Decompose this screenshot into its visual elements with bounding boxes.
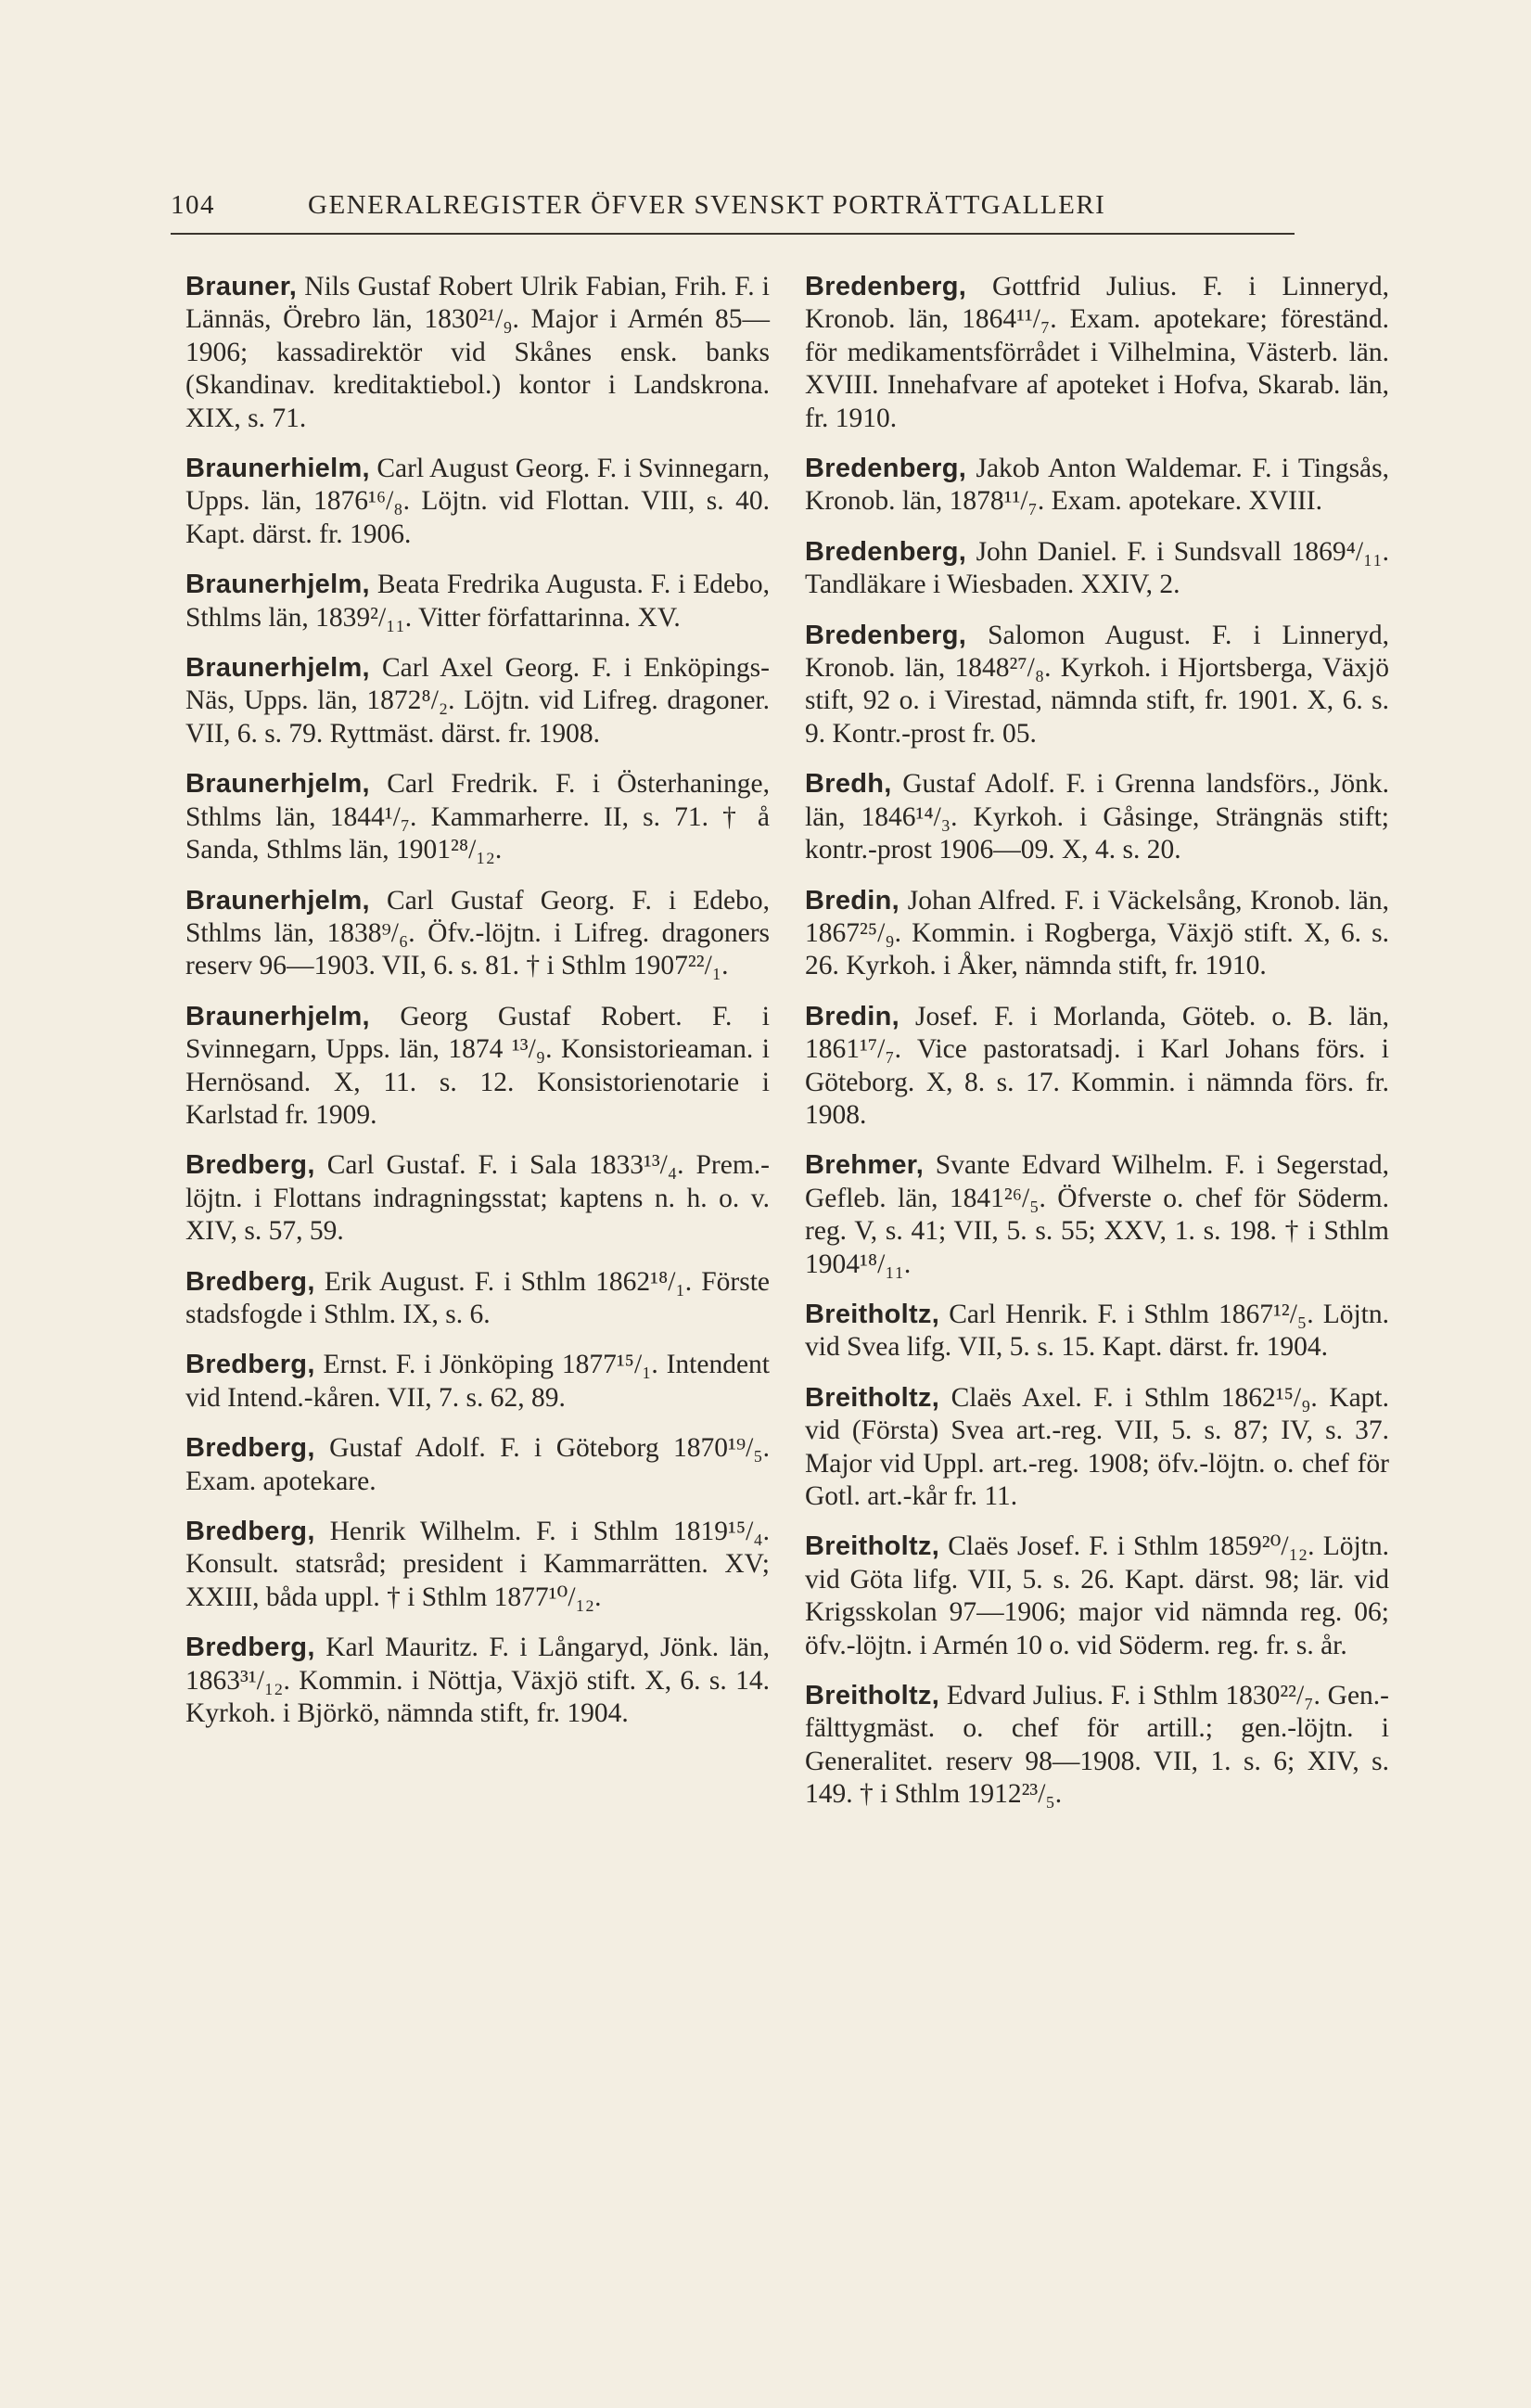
entry-surname: Bredberg, [185,1266,315,1297]
running-head: GENERALREGISTER ÖFVER SVENSKT PORTRÄTTGALLERI [308,190,1106,220]
register-entry [805,1001,1389,1133]
entry-surname: Braunerhjelm, [185,885,370,916]
register-entry [185,885,770,983]
entry-surname: Bredenberg, [805,536,967,567]
entry-text: Carl Fredrik. F. i Österhaninge, Sthlms län, 1844¹/₇. Kammarherre. II, s. 71. † å Sanda, Sthlms län, 1901²⁸/₁₂. [185,769,771,865]
register-entry [185,768,770,866]
register-entry [805,768,1389,866]
entry-surname: Brehmer, [805,1150,925,1181]
entry-surname: Bredenberg, [805,454,967,484]
entry-surname: Braunerhjelm, [185,653,370,684]
entry-text: John Daniel. F. i Sundsvall 1869⁴/₁₁. Tandläkare i Wiesbaden. XXIV, 2. [805,536,1389,600]
entry-text: Carl Gustaf. F. i Sala 1833¹³/₄. Prem.-löjtn. i Flottans indragningsstat; kaptens n. h. o. v. XIV, s. 57, 59. [185,1150,770,1247]
entry-surname: Braunerhjelm, [185,769,370,800]
header-rule [171,233,1295,235]
entry-text: Henrik Wilhelm. F. i Sthlm 1819¹⁵/₄. Konsult. statsråd; president i Kammarrätten. XV; XXIII, båda uppl. † i Sthlm 1877¹⁰/₁₂. [185,1517,770,1612]
entry-surname: Braunerhjelm, [185,570,370,600]
entry-surname: Bredberg, [185,1633,315,1663]
register-entry [185,453,770,551]
register-entry [185,1149,770,1248]
entry-surname: Braunerhielm, [185,454,370,484]
entry-surname: Breitholtz, [805,1299,940,1329]
register-entry [185,1432,770,1498]
entry-surname: Bredin, [805,1001,899,1031]
entry-surname: Brauner, [185,272,298,301]
entry-text: Svante Edvard Wilhelm. F. i Segerstad, Gefleb. län, 1841²⁶/₅. Öfverste o. chef för Söderm. reg. V, s. 41; VII, 5. s. 55; XXV, 1. s. 198. † i Sthlm 1904¹⁸/₁₁. [805,1150,1389,1279]
entry-text: Georg Gustaf Robert. F. i Svinnegarn, Upps. län, 1874 ¹³/₉. Konsistorieaman. i Hernösand. X, 11. s. 12. Konsistorienotarie i Karlstad fr. 1909. [185,1001,771,1130]
register-entry [805,536,1389,602]
register-entry [805,620,1389,751]
entry-text: Carl Axel Georg. F. i Enköpings-Näs, Upps. län, 1872⁸/₂. Löjtn. vid Lifreg. dragoner. VII, 6. s. 79. Ryttmäst. därst. fr. 1908. [185,653,770,749]
entry-surname: Braunerhjelm, [185,1001,370,1031]
entry-surname: Bredberg, [185,1350,315,1380]
entry-text: Erik August. F. i Sthlm 1862¹⁸/₁. Förste stadsfogde i Sthlm. IX, s. 6. [185,1266,770,1329]
register-entry [805,271,1389,435]
entry-text: Jakob Anton Waldemar. F. i Tingsås, Kronob. län, 1878¹¹/₇. Exam. apotekare. XVIII. [805,454,1390,517]
entry-surname: Bredberg, [185,1517,315,1546]
entry-text: Claës Josef. F. i Sthlm 1859²⁰/₁₂. Löjtn. vid Göta lifg. VII, 5. s. 26. Kapt. därst. 98; lär. vid Krigsskolan 97—1906; major vid nämnda reg. 06; öfv.-löjtn. i Armén 10 o. vid Söderm. reg. fr. s. år. [805,1531,1390,1660]
register-entry [805,1382,1389,1514]
entry-surname: Bredh, [805,769,892,800]
entry-text: Josef. F. i Morlanda, Göteb. o. B. län, 1861¹⁷/₇. Vice pastoratsadj. i Karl Johans förs. i Göteborg. X, 8. s. 17. Kommin. i nämnda förs. fr. 1908. [805,1001,1389,1130]
entry-text: Claës Axel. F. i Sthlm 1862¹⁵/₉. Kapt. vid (Första) Svea art.-reg. VII, 5. s. 87; IV, s. 37. Major vid Uppl. art.-reg. 1908; öfv.-löjtn. o. chef för Gotl. art.-kår fr. 11. [805,1382,1389,1511]
entry-text: Salomon August. F. i Linneryd, Kronob. län, 1848²⁷/₈. Kyrkoh. i Hjortsberga, Växjö stift, 92 o. i Virestad, nämnda stift, fr. 1901. X, 6. s. 9. Kontr.-prost fr. 05. [805,620,1390,749]
entry-text: Johan Alfred. F. i Väckelsång, Kronob. län, 1867²⁵/₉. Kommin. i Rogberga, Växjö stift. X, 6. s. 26. Kyrkoh. i Åker, nämnda stift, fr. 1910. [805,885,1389,981]
register-entry [185,271,770,435]
register-entry [805,1531,1389,1662]
register-entry [805,1680,1389,1812]
register-entry [805,1299,1389,1364]
entry-surname: Bredberg, [185,1150,315,1181]
entry-text: Beata Fredrika Augusta. F. i Edebo, Sthlms län, 1839²/₁₁. Vitter författarinna. XV. [185,570,771,633]
right-column [805,271,1389,1829]
register-entry [185,1349,770,1415]
register-entry [185,1516,770,1614]
register-entry [185,1632,770,1730]
entry-text: Karl Mauritz. F. i Långaryd, Jönk. län, 1863³¹/₁₂. Kommin. i Nöttja, Växjö stift. X, 6. s. 14. Kyrkoh. i Björkö, nämnda stift, fr. 1904. [185,1633,770,1729]
register-entry [185,1001,770,1133]
entry-text: Carl August Georg. F. i Svinnegarn, Upps. län, 1876¹⁶/₈. Löjtn. vid Flottan. VIII, s. 40. Kapt. därst. fr. 1906. [185,454,771,549]
entry-text: Gustaf Adolf. F. i Grenna landsförs., Jönk. län, 1846¹⁴/₃. Kyrkoh. i Gåsinge, Strängnäs stift; kontr.-prost 1906—09. X, 4. s. 20. [805,769,1389,865]
entry-text: Gustaf Adolf. F. i Göteborg 1870¹⁹/₅. Exam. apotekare. [185,1433,770,1496]
entry-text: Gottfrid Julius. F. i Linneryd, Kronob. län, 1864¹¹/₇. Exam. apotekare; föreständ. för medikamentsförrådet i Vilhelmina, Västerb. län. XVIII. Innehafvare af apoteket i Hofva, Skarab. län, fr. 1910. [805,272,1390,433]
entry-text: Carl Henrik. F. i Sthlm 1867¹²/₅. Löjtn. vid Svea lifg. VII, 5. s. 15. Kapt. därst. fr. 1904. [805,1299,1390,1363]
entry-surname: Breitholtz, [805,1382,940,1413]
entry-surname: Breitholtz, [805,1531,940,1562]
left-column [185,271,770,1748]
entry-text: Carl Gustaf Georg. F. i Edebo, Sthlms län, 1838⁹/₆. Öfv.-löjtn. i Lifreg. dragoners reserv 96—1903. VII, 6. s. 81. † i Sthlm 1907²²/₁. [185,885,770,981]
entry-surname: Bredenberg, [805,272,967,301]
register-entry [805,1149,1389,1281]
entry-surname: Bredin, [805,885,899,916]
entry-surname: Bredberg, [185,1433,315,1464]
entry-text: Nils Gustaf Robert Ulrik Fabian, Frih. F. i Lännäs, Örebro län, 1830²¹/₉. Major i Armén 85—1906; kassadirektör vid Skånes ensk. banks (Skandinav. kreditaktiebol.) kontor i Landskrona. XIX, s. 71. [185,272,770,433]
page-number: 104 [171,190,215,220]
register-entry [805,885,1389,983]
entry-text: Edvard Julius. F. i Sthlm 1830²²/₇. Gen.-fälttygmäst. o. chef för artill.; gen.-löjtn. i Generalitet. reserv 98—1908. VII, 1. s. 6; XIV, s. 149. † i Sthlm 1912²³/₅. [805,1681,1390,1810]
register-entry [185,652,770,750]
entry-surname: Breitholtz, [805,1681,940,1711]
register-entry [805,453,1389,519]
entry-surname: Bredenberg, [805,620,967,650]
register-entry [185,569,770,634]
entry-text: Ernst. F. i Jönköping 1877¹⁵/₁. Intendent vid Intend.-kåren. VII, 7. s. 62, 89. [185,1350,771,1413]
register-entry [185,1266,770,1332]
